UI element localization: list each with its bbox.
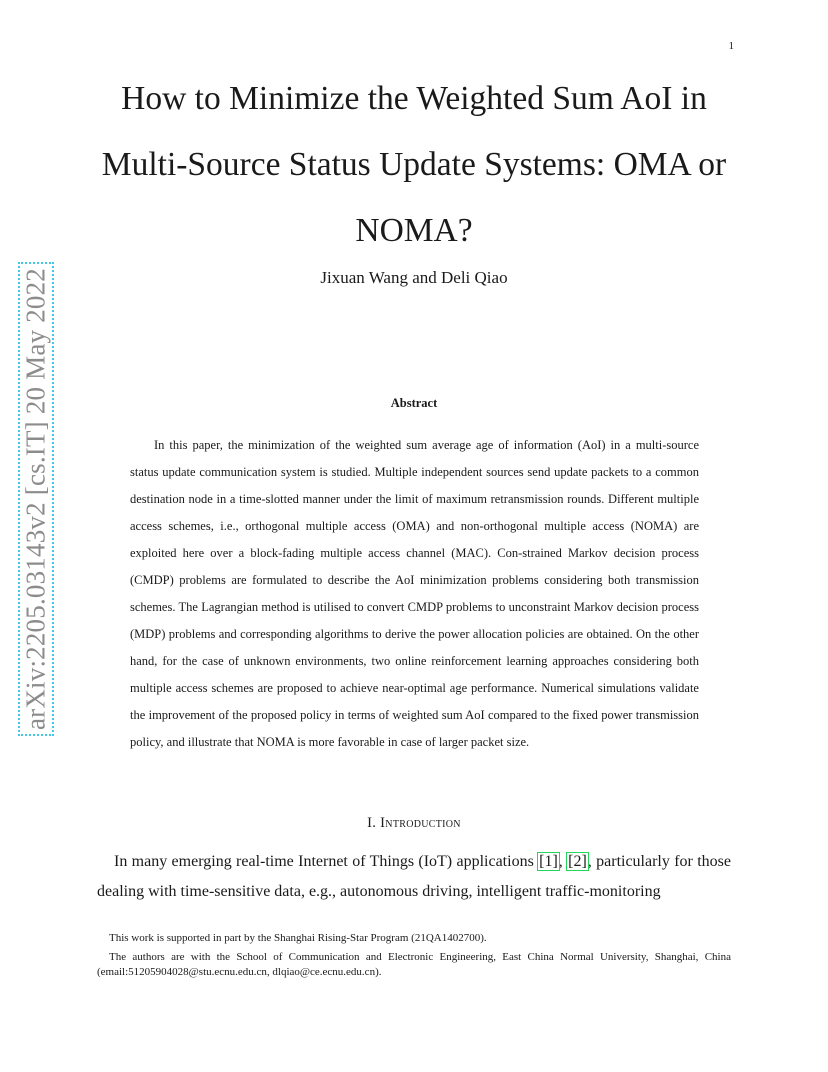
section-number: I. — [367, 815, 377, 831]
intro-text-end: , particularly for those dealing with time-sensitive data, e.g., autonomous driving, intelligent traffic-monitoring — [97, 853, 731, 900]
title-line-1: How to Minimize the Weighted Sum AoI in — [121, 80, 707, 117]
intro-paragraph — [97, 847, 731, 907]
section-title-initial: I — [380, 815, 386, 831]
section-heading — [90, 815, 738, 832]
page-number: 1 — [728, 40, 734, 52]
arxiv-stamp-label: arXiv:2205.03143v2 [cs.IT] 20 May 2022 — [20, 267, 51, 731]
footnote-affiliation: The authors are with the School of Communication and Electronic Engineering, East China Normal University, Shanghai, China (email:51205904028@stu.ecnu.edu.cn, dlqiao@ce.ecnu.edu.cn). — [97, 951, 731, 978]
title-line-2: Multi-Source Status Update Systems: OMA or — [101, 146, 727, 183]
citation-link-1[interactable]: [1] — [539, 853, 558, 870]
abstract-body: In this paper, the minimization of the weighted sum average age of information (AoI) in a multi-source status update communication system is studied. Multiple independent sources send update packets to a common destination node in a time-slotted manner under the limit of maximum retransmission rounds. Different multiple access schemes, i.e., orthogonal multiple access (OMA) and non-orthogonal multiple access (NOMA) are exploited here over a block-fading multiple access channel (MAC). Con-strained Markov decision process (CMDP) problems are formulated to describe the AoI minimization problems considering both transmission schemes. The Lagrangian method is utilised to convert CMDP problems to unconstraint Markov decision process (MDP) problems and corresponding algorithms to derive the power allocation policies are obtained. On the other hand, for the case of unknown environments, two online reinforcement learning approaches considering both multiple access schemes are proposed to achieve near-optimal age performance. Numerical simulations validate the improvement of the proposed policy in terms of weighted sum AoI compared to the fixed power transmission policy, and illustrate that NOMA is more favorable in case of larger packet size. — [130, 438, 699, 749]
citation-link-2[interactable]: [2] — [568, 853, 587, 870]
authors: Jixuan Wang and Deli Qiao — [320, 268, 508, 287]
intro-text-start: In many emerging real-time Internet of Things (IoT) applications — [114, 853, 539, 870]
abstract-heading: Abstract — [390, 396, 438, 410]
title-line-3: NOMA? — [355, 212, 473, 249]
footnote-support: This work is supported in part by the Shanghai Rising-Star Program (21QA1402700). — [109, 932, 487, 944]
intro-text-sep: , — [558, 853, 568, 870]
section-title-rest: ntroduction — [385, 815, 461, 831]
paper-title — [90, 66, 738, 264]
arxiv-stamp[interactable] — [18, 262, 54, 736]
